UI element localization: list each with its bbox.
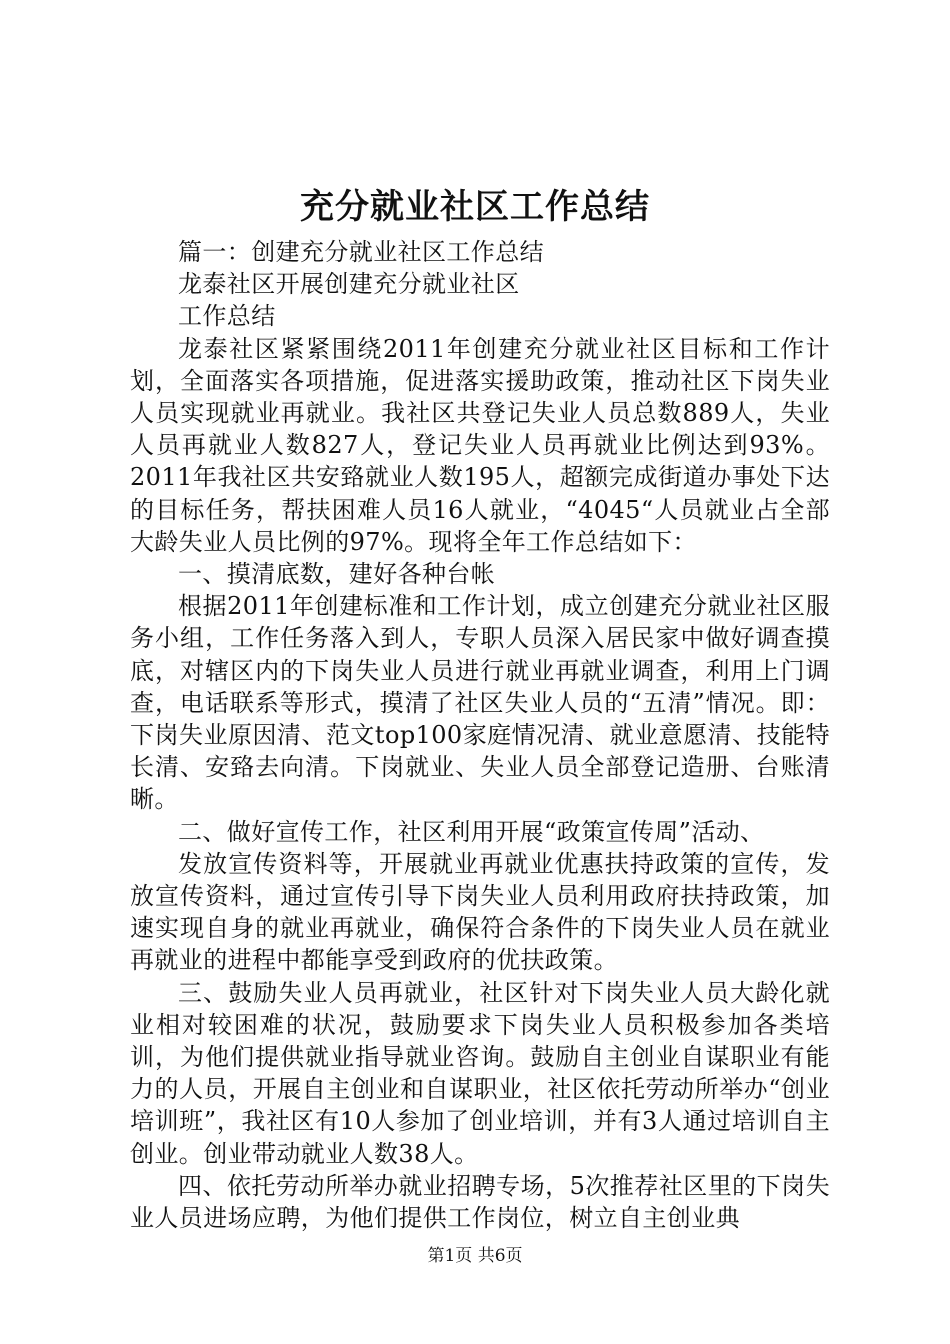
section-heading-1: 一、摸清底数，建好各种台帐 (178, 560, 496, 589)
paragraph-section-2: 发放宣传资料等，开展就业再就业优惠扶持政策的宣传，发放宣传资料，通过宣传引导下岗失业人员利用政府扶持政策，加速实现自身的就业再就业，确保符合条件的下岗失业人员在就业再就业的进程中都能享受到政府的优扶政策。 (130, 849, 830, 975)
document-title: 充分就业社区工作总结 (300, 187, 650, 227)
paragraph-intro: 龙泰社区紧紧围绕2011年创建充分就业社区目标和工作计划，全面落实各项措施，促进落实援助政策，推动社区下岗失业人员实现就业再就业。我社区共登记失业人员总数889人，失业人员再就业人数827人，登记失业人员再就业比例达到93%。2011年我社区共安臵就业人数195人，超额完成街道办事处下达的目标任务，帮扶困难人员16人就业，“4045“人员就业占全部大龄失业人员比例的97%。现将全年工作总结如下： (130, 334, 830, 556)
paragraph-subtitle-line-1: 龙泰社区开展创建充分就业社区 (178, 270, 520, 299)
section-heading-2: 二、做好宣传工作，社区利用开展“政策宣传周”活动、 (178, 817, 765, 846)
paragraph-subtitle-line-2: 工作总结 (178, 302, 276, 331)
paragraph-section-4: 四、依托劳动所举办就业招聘专场，5次推荐社区里的下岗失业人员进场应聘，为他们提供工作岗位，树立自主创业典 (130, 1171, 830, 1233)
paragraph-section-1: 根据2011年创建标准和工作计划，成立创建充分就业社区服务小组，工作任务落入到人，专职人员深入居民家中做好调查摸底，对辖区内的下岗失业人员进行就业再就业调查，利用上门调查，电话联系等形式，摸清了社区失业人员的“五清”情况。即：下岗失业原因清、范文top100家庭情况清、就业意愿清、技能特长清、安臵去向清。下岗就业、失业人员全部登记造册、台账清晰。 (130, 592, 830, 814)
paragraph-chapter-heading: 篇一：创建充分就业社区工作总结 (178, 238, 544, 266)
page-footer: 第1页 共6页 (427, 1246, 523, 1266)
document-body (130, 236, 830, 1234)
paragraph-section-3: 三、鼓励失业人员再就业，社区针对下岗失业人员大龄化就业相对较困难的状况，鼓励要求下岗失业人员积极参加各类培训，为他们提供就业指导就业咨询。鼓励自主创业自谋职业有能力的人员，开展自主创业和自谋职业，社区依托劳动所举办“创业培训班”，我社区有10人参加了创业培训，并有3人通过培训自主创业。创业带动就业人数38人。 (130, 978, 830, 1168)
